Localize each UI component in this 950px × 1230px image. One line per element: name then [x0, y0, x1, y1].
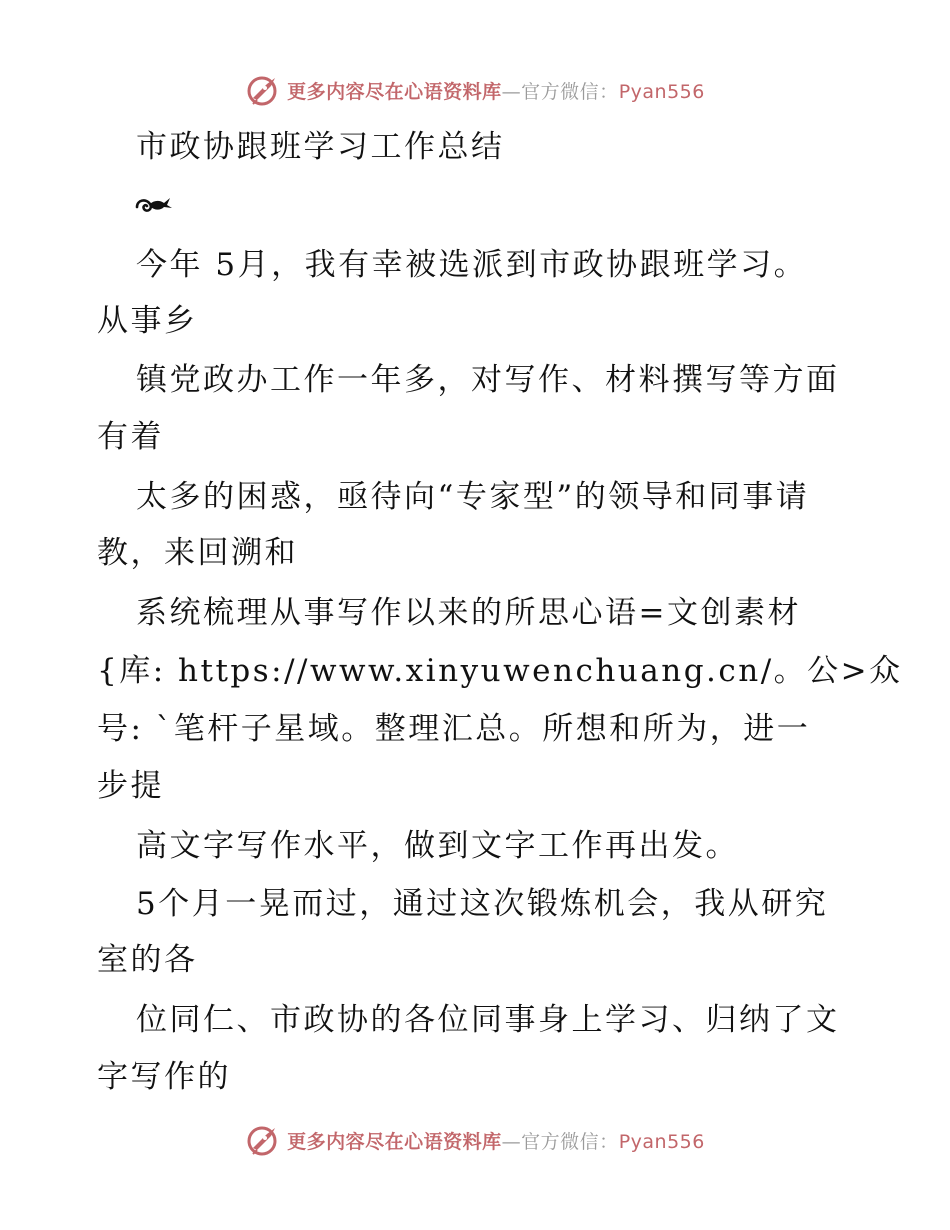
body-line-10: 步提: [97, 768, 164, 804]
quill-pen-logo-icon: [245, 72, 281, 108]
body-line-15: 字写作的: [97, 1059, 231, 1095]
banner-dash: —: [501, 1130, 522, 1153]
footer-banner: [0, 1120, 950, 1160]
banner-text: [287, 77, 705, 104]
banner-main-text: 更多内容尽在心语资料库: [287, 80, 502, 103]
banner-dash: —: [501, 80, 522, 103]
body-line-13: 室的各: [97, 942, 198, 978]
body-line-6: 教，来回溯和: [97, 535, 298, 571]
body-line-1: 今年 5月，我有幸被选派到市政协跟班学习。: [136, 247, 808, 283]
banner-wechat-label: 官方微信：: [521, 1130, 619, 1153]
banner-main-text: 更多内容尽在心语资料库: [287, 1130, 502, 1153]
banner-wechat-id: Pyan556: [618, 80, 705, 103]
document-title: 市政协跟班学习工作总结: [136, 129, 505, 165]
decorative-fleuron-icon: [134, 192, 174, 218]
body-line-8: {库: https://www.xinyuwenchuang.cn/。公>众: [97, 653, 903, 689]
banner-text: [287, 1127, 705, 1154]
body-line-3: 镇党政办工作一年多，对写作、材料撰写等方面: [136, 362, 840, 398]
body-line-14: 位同仁、市政协的各位同事身上学习、归纳了文: [136, 1002, 840, 1038]
banner-wechat-label: 官方微信：: [521, 80, 619, 103]
body-line-12: 5个月一晃而过，通过这次锻炼机会，我从研究: [136, 886, 829, 922]
body-line-2: 从事乡: [97, 303, 198, 339]
header-banner: [0, 70, 950, 110]
body-line-11: 高文字写作水平，做到文字工作再出发。: [136, 828, 739, 864]
banner-wechat-id: Pyan556: [618, 1130, 705, 1153]
quill-pen-logo-icon: [245, 1122, 281, 1158]
body-line-7: 系统梳理从事写作以来的所思心语=文创素材: [136, 595, 801, 631]
body-line-4: 有着: [97, 419, 164, 455]
body-line-5: 太多的困惑，亟待向“专家型”的领导和同事请: [136, 479, 810, 515]
body-line-9: 号: `笔杆子星域。整理汇总。所想和所为，进一: [97, 711, 811, 747]
